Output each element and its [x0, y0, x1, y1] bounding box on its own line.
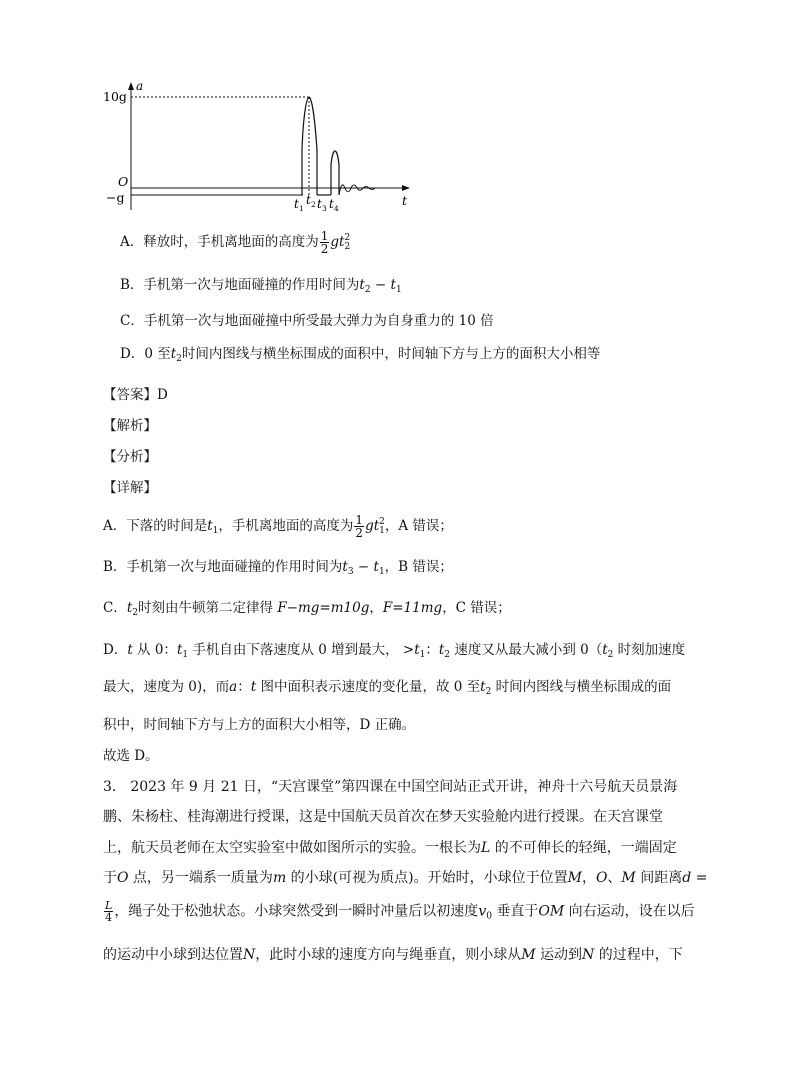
conclusion: 故选 D。 [103, 748, 159, 764]
d1-t2sub: 2 [444, 650, 451, 660]
detail-c-comma: ， [369, 600, 383, 616]
frac-den: 4 [105, 911, 113, 924]
detail-d-line3: 积中，时间轴下方与上方的面积大小相等，D 正确。 [103, 717, 416, 733]
q3-l4-a: 于 [103, 870, 117, 886]
d1-mid1: 从 0： [132, 642, 177, 658]
option-a-text: A．释放时，手机离地面的高度为 [120, 234, 319, 250]
detail-b-t: t [373, 559, 379, 575]
option-b-text: B．手机第一次与地面碰撞的作用时间为 [120, 277, 360, 293]
damped-oscillation [339, 185, 380, 195]
frac-num: L [105, 899, 113, 912]
q3-l4-c: 的小球(可视为质点)。开始时，小球位于位置 [286, 870, 568, 886]
detail-a-post: ，A 错误； [384, 518, 453, 534]
t2-label [306, 193, 316, 209]
xiangjie-header: 【详解】 [103, 480, 157, 496]
d1-t1b: t [414, 642, 420, 658]
d1-t2bsub: 2 [607, 650, 614, 660]
q3-l6-a: 的运动中小球到达位置 [103, 947, 243, 963]
q3-line4 [103, 868, 707, 888]
d2-mid: ： [237, 679, 251, 695]
d1-t1bsub: 1 [419, 650, 426, 660]
detail-b-sub: 1 [378, 567, 385, 577]
svg-text:t: t [317, 197, 322, 211]
option-b-minus: − [370, 277, 391, 293]
svg-text:3: 3 [322, 204, 327, 213]
q3-l3-text: 上，航天员老师在太空实验室中做如图所示的实验。一根长为 [103, 840, 481, 856]
frac-num: 1 [355, 513, 364, 527]
option-a-fraction [320, 230, 330, 255]
q3-l5-b: 垂直于 [491, 903, 539, 920]
q3-l6-M: M [521, 947, 536, 963]
detail-d-line2 [103, 677, 671, 702]
q3-l4-b: 点，另一端系一质量为 [128, 870, 273, 886]
detail-c-pre: C． [103, 600, 127, 616]
option-a-sup: 2 [344, 232, 351, 243]
frac-den: 2 [355, 526, 364, 540]
y-top-label: 10g [103, 89, 127, 104]
q3-line5 [103, 900, 695, 927]
q3-l6-c: 运动到 [535, 947, 583, 963]
option-d-t: t [170, 346, 177, 362]
q3-l4-d: ， [581, 870, 596, 886]
y-axis-label: a [136, 80, 144, 93]
svg-text:1: 1 [299, 204, 304, 213]
q3-l4-O2: O [595, 870, 608, 886]
option-a-expr: gt [330, 234, 345, 250]
q3-l4-eq: = [691, 870, 708, 886]
d1-mid2: 手机自由下落速度从 0 增到最大， > [188, 642, 415, 658]
frac-den: 2 [320, 242, 329, 256]
q3-line1: 3. 2023 年 9 月 21 日，“天宫课堂”第四课在中国空间站正式开讲，神舟十六号航天员景海 [103, 779, 678, 795]
d2-pre: 最大，速度为 0)，而 [103, 679, 230, 695]
detail-c-eq1: F−mg=m10g [277, 600, 370, 616]
origin-label: O [118, 174, 129, 189]
d1-end: 时刻加速度 [613, 642, 686, 658]
d1-mid3: ： [425, 642, 439, 658]
q3-l3-b: 的不可伸长的轻绳，一端固定 [490, 840, 677, 856]
x-axis-arrow [402, 185, 410, 191]
svg-text:2: 2 [311, 200, 316, 209]
option-c [120, 311, 494, 331]
q3-l5-c: 向右运动，设在以后 [564, 903, 695, 920]
option-d-sub: 2 [176, 354, 182, 364]
svg-text:t: t [306, 193, 311, 207]
option-c-text: C．手机第一次与地面碰撞中所受最大弹力为自身重力的 10 倍 [120, 313, 494, 329]
d2-post: 图中面积表示速度的变化量，故 0 至 [256, 679, 481, 695]
d2-t2: t [480, 679, 486, 695]
svg-text:t: t [329, 197, 334, 211]
detail-c-sub: 2 [132, 608, 139, 618]
detail-b-post: ，B 错误； [384, 559, 453, 575]
d1-t1: t [176, 642, 183, 658]
detail-a [103, 514, 453, 541]
q3-l6-d: 的过程中，下 [594, 947, 683, 963]
detail-a-sub: 1 [212, 526, 219, 536]
detail-a-esub: 1 [379, 525, 385, 536]
option-b-t: t [359, 277, 365, 293]
q3-l4-M: M [567, 870, 582, 886]
d2-end: 时间内图线与横坐标围成的面 [491, 679, 672, 695]
q3-l6-b: ，此时小球的速度方向与绳垂直，则小球从 [255, 947, 522, 963]
option-d [120, 344, 600, 369]
detail-a-sup: 2 [379, 516, 385, 527]
d1-t1sub: 1 [182, 650, 189, 660]
d1-t2b: t [602, 642, 608, 658]
q3-l5-vsub: 0 [486, 911, 492, 922]
option-d-post: 时间内图线与横坐标围成的面积中，时间轴下方与上方的面积大小相等 [181, 346, 601, 362]
option-b [120, 275, 402, 300]
t1-label [294, 197, 304, 213]
q3-l4-dvar: d [682, 870, 692, 886]
y-axis-arrow [128, 82, 134, 90]
detail-b-minus: − [353, 559, 374, 575]
option-d-pre: D．0 至 [120, 346, 171, 362]
detail-c-t: t [126, 600, 133, 616]
fenxi-header: 【分析】 [103, 449, 157, 465]
q3-line6 [103, 945, 683, 965]
detail-b-sub: 3 [347, 567, 354, 577]
option-b-sub-b: 1 [395, 285, 402, 295]
q3-l4-e: 、 [607, 870, 622, 886]
q3-l4-M2: M [621, 870, 636, 886]
q3-l4-m: m [272, 870, 287, 886]
acceleration-time-graph [98, 80, 418, 215]
detail-a-pre: A．下落的时间是 [103, 518, 208, 534]
d1-mid4: 速度又从最大减小到 0（ [450, 642, 603, 658]
q3-line2: 鹏、朱杨柱、桂海潮进行授课，这是中国航天员首次在梦天实验舱内进行授课。在天宫课堂 [103, 809, 663, 825]
detail-d-line1 [103, 640, 685, 665]
d2-t: t [250, 679, 257, 695]
q3-l3-L: L [481, 840, 491, 856]
option-a [120, 230, 350, 255]
q3-l4-O: O [117, 870, 129, 886]
y-bottom-label: −g [106, 190, 125, 205]
detail-a-mid: ，手机离地面的高度为 [218, 518, 354, 534]
detail-b-pre: B．手机第一次与地面碰撞的作用时间为 [103, 559, 343, 575]
q3-l6-N2: N [582, 947, 595, 963]
q3-line3 [103, 838, 677, 858]
svg-text:4: 4 [334, 204, 339, 213]
q3-l4-fraction [104, 900, 113, 923]
svg-text:t: t [294, 197, 299, 211]
q3-l4-f: 间距离 [635, 870, 683, 886]
frac-num: 1 [320, 229, 329, 243]
option-a-sub: 2 [344, 241, 351, 252]
t3-label [317, 197, 327, 213]
detail-a-fraction [354, 514, 364, 539]
t4-label [329, 197, 339, 213]
detail-a-t: t [207, 518, 213, 534]
option-b-sub-a: 2 [364, 285, 371, 295]
d1-pre: D． [103, 642, 128, 658]
d2-a: a [229, 679, 238, 695]
detail-c [103, 598, 511, 623]
detail-c-end: ，C 错误； [442, 600, 511, 616]
detail-b [103, 557, 453, 582]
q3-l5-v: v [478, 903, 487, 920]
answer-line: 【答案】D [103, 387, 168, 403]
detail-b-t: t [342, 559, 348, 575]
d1-t: t [127, 642, 133, 658]
jiexi-header: 【解析】 [103, 418, 157, 434]
q3-l5-OM: OM [538, 903, 565, 920]
d2-t2sub: 2 [485, 687, 492, 697]
detail-a-expr: gt [365, 518, 380, 534]
q3-l6-N: N [243, 947, 256, 963]
d1-t2: t [438, 642, 445, 658]
option-b-t: t [390, 277, 396, 293]
q3-l5-a: ，绳子处于松弛状态。小球突然受到一瞬时冲量后以初速度 [114, 903, 479, 920]
detail-c-post: 时刻由牛顿第二定律得 [138, 600, 278, 616]
detail-c-eq2: F=11mg [382, 600, 443, 616]
x-axis-label: t [402, 193, 408, 208]
